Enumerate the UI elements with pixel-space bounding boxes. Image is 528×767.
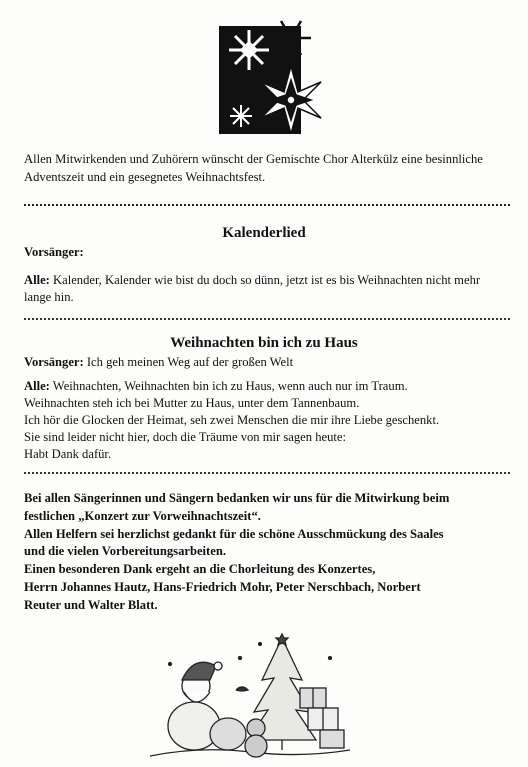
thanks-line: Bei allen Sängerinnen und Sängern bedanken wir uns für die Mitwirkung beim — [24, 491, 450, 505]
divider — [24, 472, 510, 474]
song-title-kalenderlied: Kalenderlied — [222, 225, 306, 241]
divider — [24, 204, 510, 206]
verse-line: Sie sind leider nicht hier, doch die Träume von mir sagen heute: — [24, 430, 346, 444]
divider — [24, 318, 510, 320]
verse-line: Alle: Weihnachten, Weihnachten bin ich zu Haus, wenn auch nur im Traum. — [24, 379, 408, 393]
vorsaenger-line — [24, 354, 293, 371]
alle-label: Alle: — [24, 379, 50, 393]
thanks-line: festlichen „Konzert zur Vorweihnachtszeit“. — [24, 508, 261, 523]
alle-text: Kalender, Kalender wie bist du doch so dünn, jetzt ist es bis Weihnachten nicht mehr lange hin. — [24, 273, 481, 304]
verse-line: Weihnachten steh ich bei Mutter zu Haus, unter dem Tannenbaum. — [24, 396, 360, 410]
thanks-line: Allen Helfern sei herzlichst gedankt für die schöne Ausschmückung des Saales — [24, 526, 444, 541]
thanks-line: Herrn Johannes Hautz, Hans-Friedrich Mohr, Peter Nerschbach, Norbert — [24, 579, 421, 594]
alle-verse — [24, 272, 506, 306]
thanks-paragraph — [24, 490, 514, 615]
thanks-line: und die vielen Vorbereitungsarbeiten. — [24, 544, 226, 559]
greeting-text: Allen Mitwirkenden und Zuhörern wünscht der Gemischte Chor Alterkülz eine besinnliche Adventszeit und ein gesegnetes Weihnachtsfest. — [24, 152, 483, 184]
santa-christmas-icon — [150, 628, 350, 764]
alle-label: Alle: — [24, 273, 50, 287]
verse-line: Habt Dank dafür. — [24, 447, 112, 461]
vorsaenger-label: Vorsänger: — [24, 245, 84, 259]
thanks-line: Reuter und Walter Blatt. — [24, 597, 158, 612]
thanks-line: Einen besonderen Dank ergeht an die Chorleitung des Konzertes, — [24, 562, 376, 577]
song-title-weihnachten: Weihnachten bin ich zu Haus — [170, 335, 358, 351]
vorsaenger-text: Ich geh meinen Weg auf der großen Welt — [83, 355, 294, 369]
vorsaenger-label: Vorsänger: — [24, 355, 84, 369]
alle-verse — [24, 378, 506, 463]
snowflakes-icon — [219, 16, 331, 134]
verse-line: Ich hör die Glocken der Heimat, seh zwei Menschen die mir ihre Liebe geschenkt. — [24, 413, 440, 427]
